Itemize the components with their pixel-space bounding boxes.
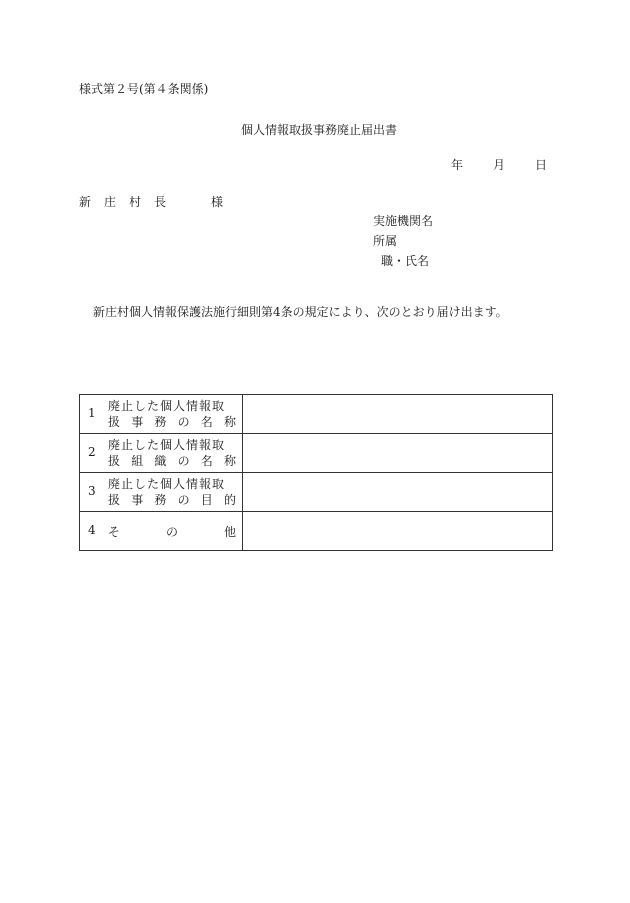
label-char: 目 <box>200 493 213 507</box>
row-label-line1: 廃止した個人情報取 <box>108 438 226 452</box>
addressee-honorific: 様 <box>211 195 224 209</box>
date-year-label: 年 <box>451 158 464 172</box>
label-char: 事 <box>131 415 144 429</box>
addressee <box>79 193 223 210</box>
date-line <box>451 156 547 173</box>
label-char: 織 <box>154 454 167 468</box>
affiliation-label: 所属 <box>373 234 398 248</box>
label-char: 名 <box>200 454 213 468</box>
position-name-label: 職・氏名 <box>381 254 430 268</box>
row-label-line2 <box>108 453 236 469</box>
row-label-line2 <box>108 492 236 508</box>
row-label-cell <box>80 395 243 434</box>
addressee-char: 庄 <box>104 195 117 209</box>
agency-label: 実施機関名 <box>373 214 434 228</box>
row-value-cell[interactable] <box>243 512 553 551</box>
label-char: 務 <box>154 493 167 507</box>
label-char: そ <box>108 525 121 539</box>
sender-block <box>373 211 433 271</box>
label-char: 称 <box>223 415 236 429</box>
row-number: 1 <box>88 406 96 420</box>
addressee-char: 村 <box>129 195 142 209</box>
label-char: 組 <box>131 454 144 468</box>
label-char: 事 <box>131 493 144 507</box>
form-number: 様式第２号(第４条関係) <box>79 82 209 96</box>
row-label-line2 <box>108 414 236 430</box>
addressee-char: 新 <box>79 195 92 209</box>
row-label-line1: 廃止した個人情報取 <box>108 399 226 413</box>
row-label-cell <box>80 473 243 512</box>
row-label-cell <box>80 434 243 473</box>
label-char: 名 <box>200 415 213 429</box>
label-char: の <box>177 454 190 468</box>
date-day-label: 日 <box>535 158 548 172</box>
label-char: 称 <box>223 454 236 468</box>
items-table <box>79 394 553 551</box>
table-row <box>80 473 553 512</box>
addressee-char: 長 <box>154 195 167 209</box>
label-char: の <box>177 493 190 507</box>
label-char: 的 <box>223 493 236 507</box>
date-month-label: 月 <box>493 158 506 172</box>
table-row <box>80 512 553 551</box>
label-char: 扱 <box>108 493 121 507</box>
row-value-cell[interactable] <box>243 473 553 512</box>
label-char: 務 <box>154 415 167 429</box>
row-number: 4 <box>88 523 96 537</box>
body-text: 新庄村個人情報保護法施行細則第4条の規定により、次のとおり届け出ます。 <box>93 305 508 319</box>
label-char: の <box>165 525 178 539</box>
row-label-cell <box>80 512 243 551</box>
row-label-line1: 廃止した個人情報取 <box>108 477 226 491</box>
table-row <box>80 434 553 473</box>
label-char: 他 <box>223 525 236 539</box>
document-title: 個人情報取扱事務廃止届出書 <box>240 123 397 137</box>
label-char: 扱 <box>108 454 121 468</box>
row-label-other <box>108 523 236 540</box>
row-number: 2 <box>88 445 96 459</box>
row-value-cell[interactable] <box>243 434 553 473</box>
label-char: 扱 <box>108 415 121 429</box>
row-number: 3 <box>88 484 96 498</box>
table-row <box>80 395 553 434</box>
row-value-cell[interactable] <box>243 395 553 434</box>
label-char: の <box>177 415 190 429</box>
